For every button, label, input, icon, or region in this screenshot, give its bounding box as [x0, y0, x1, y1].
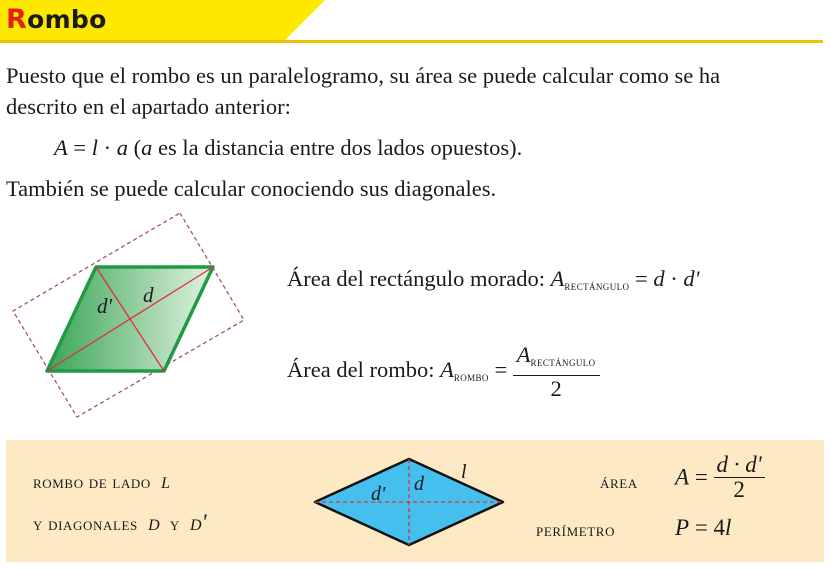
- formula-dot: ·: [97, 135, 117, 160]
- summary-diag-d-prime: d': [190, 510, 207, 535]
- summary-line-1: [33, 468, 170, 494]
- rhombus-area-formula: [287, 342, 600, 405]
- summary-area-numerator: d · d': [714, 453, 765, 478]
- rect-area-dot: ·: [664, 266, 684, 291]
- intro-line-1: Puesto que el rombo es un paralelogramo, su área se puede calcular como se ha: [6, 63, 721, 88]
- rect-area-eq: =: [629, 266, 654, 291]
- diagonals-intro: También se puede calcular conociendo sus diagonales.: [6, 176, 497, 201]
- blue-rhombus-figure: [306, 448, 536, 558]
- header-wedge: [285, 0, 325, 40]
- rhombus-area-fraction: [513, 342, 600, 402]
- section-title: [6, 4, 107, 35]
- summary-area-fraction: [714, 453, 765, 502]
- blue-label-d-prime: d': [371, 483, 386, 505]
- summary-diag-d: d: [148, 510, 160, 535]
- rect-area-d-prime: d': [683, 266, 700, 291]
- rhombus-area-A: A: [440, 357, 454, 383]
- perimeter-P: P: [675, 515, 690, 540]
- rectangle-area-formula: [287, 263, 699, 302]
- formula-note: es la distancia entre dos lados opuestos).: [152, 135, 523, 160]
- section-header: [0, 0, 831, 44]
- summary-and: y: [169, 514, 180, 534]
- summary-side-l: l: [161, 468, 171, 493]
- perimeter-eq: = 4: [689, 515, 726, 540]
- rect-area-A: A: [550, 266, 565, 291]
- label-d: d: [143, 283, 154, 307]
- intro-line-2: descrito en el apartado anterior:: [6, 94, 291, 119]
- rhombus-area-eq: =: [488, 357, 513, 383]
- label-d-prime: d': [97, 294, 112, 318]
- summary-side-label: rombo de lado: [33, 472, 151, 492]
- formula-a-note: a: [141, 135, 153, 160]
- numerator-subscript: rectángulo: [530, 355, 596, 369]
- summary-box: [6, 440, 824, 562]
- area-label: área: [600, 472, 638, 492]
- summary-area-A: A: [675, 464, 690, 490]
- perimeter-l: l: [725, 515, 732, 540]
- section-title-initial: R: [6, 4, 28, 35]
- header-underline: [0, 40, 823, 43]
- formula-A: A: [54, 135, 68, 160]
- formula-a: a: [116, 135, 128, 160]
- rect-area-subscript: rectángulo: [564, 279, 630, 293]
- area-formula-parallelogram: [54, 132, 522, 163]
- perimeter-label: perímetro: [536, 520, 616, 540]
- section-title-rest: ombo: [27, 5, 107, 34]
- fraction-denominator: 2: [550, 376, 562, 401]
- rhombus-area-subscript: rombo: [453, 370, 489, 385]
- summary-diag-label: y diagonales: [33, 514, 138, 534]
- numerator-A: A: [516, 342, 531, 367]
- fraction-numerator: [513, 342, 600, 376]
- rect-area-d: d: [653, 266, 665, 291]
- rect-area-label: Área del rectángulo morado:: [287, 266, 551, 291]
- summary-perimeter-formula: [675, 515, 731, 541]
- rhombus-area-label: Área del rombo:: [287, 357, 441, 383]
- blue-label-l: l: [461, 461, 467, 483]
- blue-label-d: d: [414, 473, 424, 495]
- summary-area-denominator: 2: [733, 477, 745, 502]
- formula-paren: (: [127, 135, 142, 160]
- summary-area-formula: [675, 453, 765, 502]
- rhombus-rectangle-figure: [0, 205, 260, 435]
- summary-line-2: [33, 510, 207, 536]
- summary-area-eq: =: [689, 464, 714, 490]
- formula-eq: =: [67, 135, 92, 160]
- formula-l: l: [91, 135, 98, 160]
